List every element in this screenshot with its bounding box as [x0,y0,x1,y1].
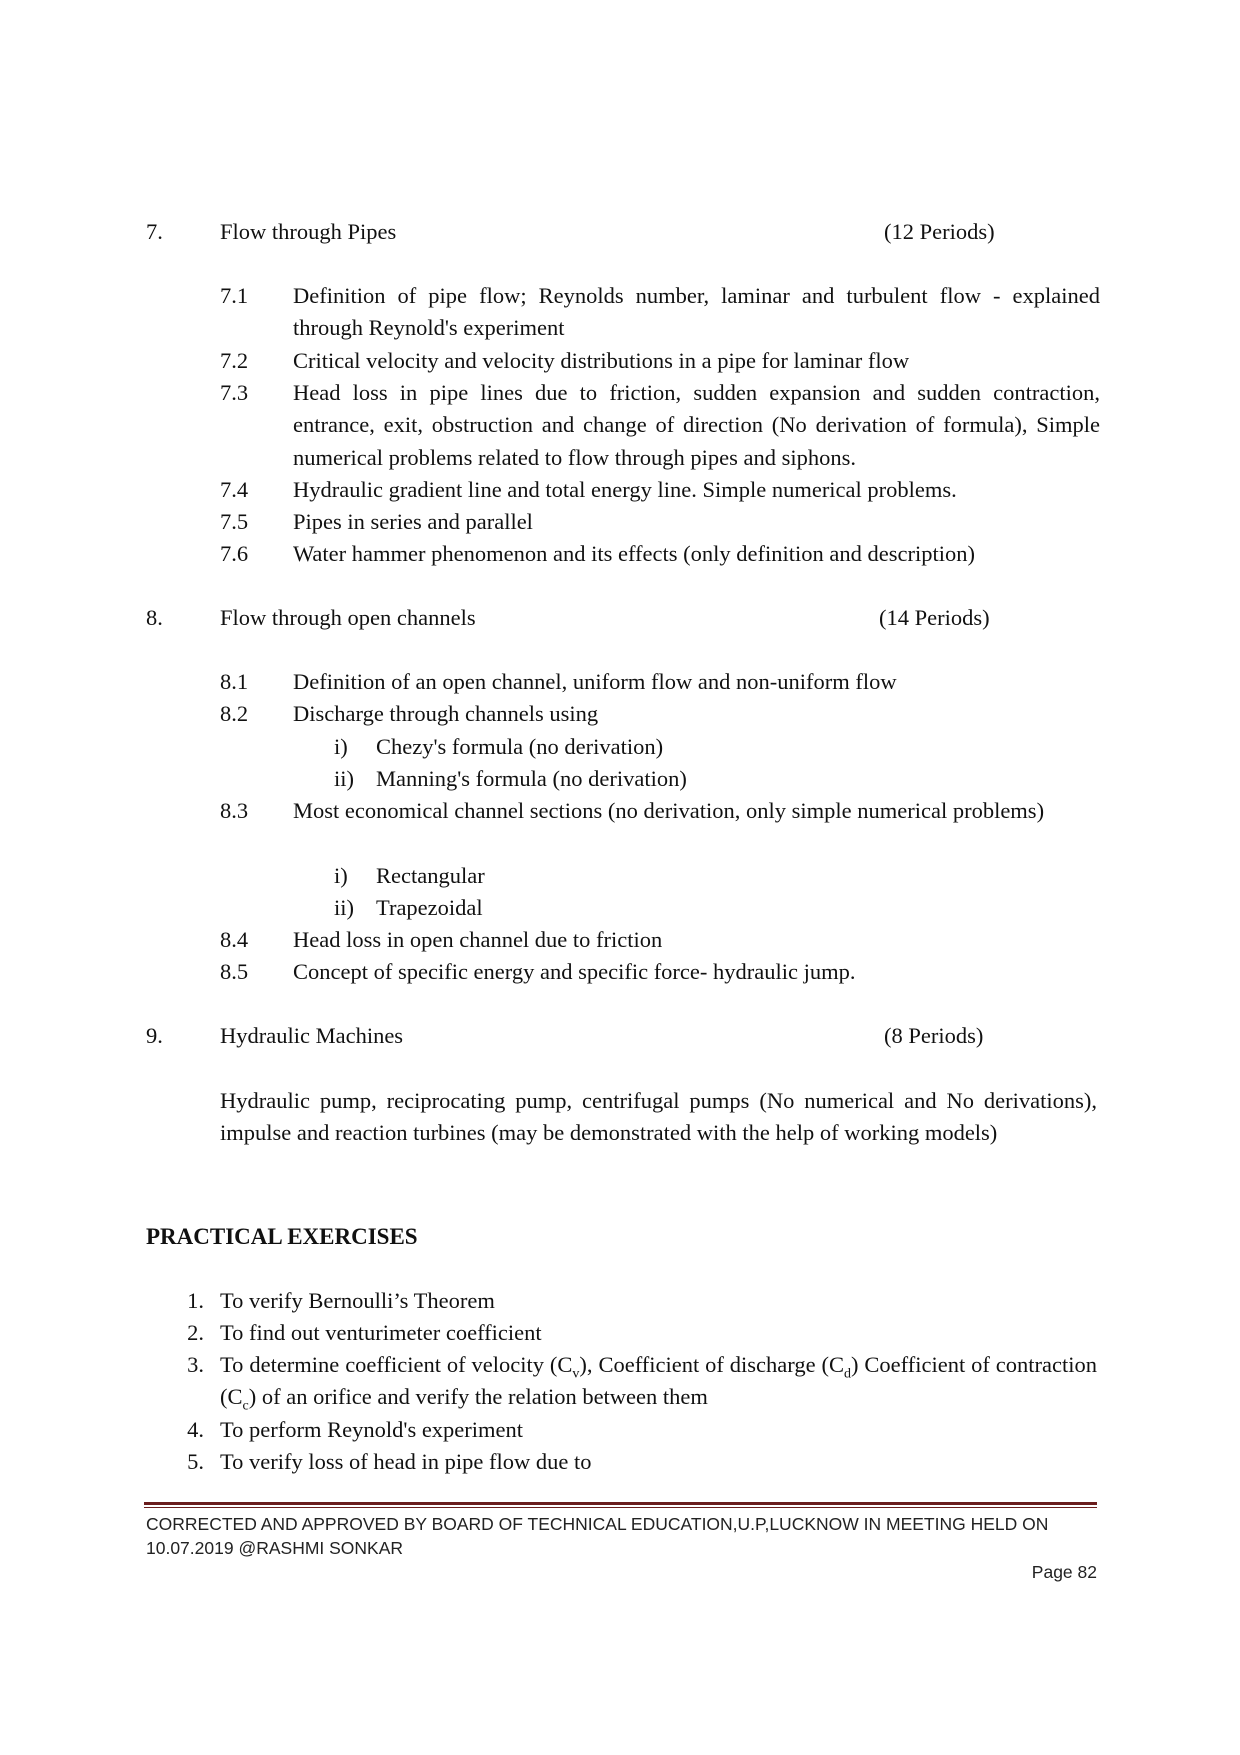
subtopic-8-4 [220,924,1100,956]
subtopic-8-2 [220,698,1100,730]
unit-number: 9. [146,1023,163,1048]
practical-item-1 [160,1285,1097,1317]
unit-periods: (14 Periods) [879,605,990,630]
unit-9-header [146,1020,1146,1052]
subtopic-number: 7.4 [220,477,249,502]
subitem-8-2-i [334,731,663,763]
practical-item-2 [160,1317,1097,1349]
subtopic-number: 7.5 [220,509,249,534]
subtopic-number: 8.1 [220,669,249,694]
practical-item-3 [160,1349,1097,1414]
subitem-number: i) [334,863,348,888]
unit-number: 8. [146,605,163,630]
practical-item-text: To find out venturimeter coefficient [220,1320,542,1345]
practical-item-text: To determine coefficient of velocity $(C_v)$, Coefficient of discharge $(C_d)$ Coefficient of contraction $(C_c)$ of an orifice and verify the relation between them [220,1352,1097,1414]
unit-7-header [146,216,1146,248]
practical-item-number: 2. [187,1320,204,1345]
subtopic-8-3 [220,795,1100,827]
page-number: Page 82 [1031,1562,1097,1582]
practical-item-text: To perform Reynold's experiment [220,1417,524,1442]
footer-line-2: 10.07.2019 @RASHMI SONKAR [146,1538,404,1558]
subtopic-number: 8.3 [220,798,249,823]
unit-title: Flow through Pipes [220,219,397,244]
unit-number: 7. [146,219,163,244]
subtopic-7-1 [220,280,1100,345]
subitem-text: Rectangular [376,863,485,888]
subtopic-text: Pipes in series and parallel [293,509,533,534]
subtopic-number: 8.2 [220,701,249,726]
practical-item-text: To verify loss of head in pipe flow due to [220,1449,592,1474]
subtopic-number: 7.6 [220,541,249,566]
subitem-text: Trapezoidal [376,895,483,920]
subtopic-text: Critical velocity and velocity distributions in a pipe for laminar flow [293,348,910,373]
subtopic-number: 7.1 [220,283,249,308]
practical-item-text: To verify Bernoulli’s Theorem [220,1288,495,1313]
subtopic-number: 7.3 [220,380,249,405]
subitem-text: Manning's formula (no derivation) [376,766,687,791]
subtopic-number: 8.5 [220,959,249,984]
practical-item-4 [160,1414,1097,1446]
subtopic-7-4 [220,474,1100,506]
practical-item-number: 1. [187,1288,204,1313]
subtopic-7-5 [220,506,1100,538]
footer-line-1: CORRECTED AND APPROVED BY BOARD OF TECHNICAL EDUCATION,U.P,LUCKNOW IN MEETING HELD ON [146,1514,1049,1534]
subtopic-7-2 [220,345,1100,377]
practical-item-number: 4. [187,1417,204,1442]
subtopic-text: Water hammer phenomenon and its effects (only definition and description) [293,541,975,566]
unit-title: Hydraulic Machines [220,1023,404,1048]
practical-item-number: 3. [187,1352,204,1377]
subtopic-8-1 [220,666,1100,698]
practical-item-number: 5. [187,1449,204,1474]
practical-item-5 [160,1446,1097,1478]
footer-rule-thin [144,1507,1097,1508]
unit-periods: (8 Periods) [884,1023,984,1048]
subtopic-7-3 [220,377,1100,474]
subtopic-text: Most economical channel sections (no derivation, only simple numerical problems) [293,798,1045,823]
unit-8-header [146,602,1146,634]
subtopic-7-6 [220,538,1100,570]
subitem-number: i) [334,734,348,759]
subtopic-number: 7.2 [220,348,249,373]
unit-periods: (12 Periods) [884,219,995,244]
subitem-text: Chezy's formula (no derivation) [376,734,664,759]
subitem-number: ii) [334,766,354,791]
unit-title: Flow through open channels [220,605,476,630]
footer-note [146,1512,1106,1560]
subtopic-text: Hydraulic gradient line and total energy line. Simple numerical problems. [293,477,957,502]
footer-rule-thick [144,1502,1097,1505]
subtopic-text: Definition of an open channel, uniform flow and non-uniform flow [293,669,897,694]
unit-9-description: Hydraulic pump, reciprocating pump, centrifugal pumps (No numerical and No derivations), impulse and reaction turbines (may be demonstrated with the help of working models) [220,1088,1097,1146]
subtopic-8-5 [220,956,1100,988]
subtopic-text: Head loss in pipe lines due to friction, sudden expansion and sudden contraction, entrance, exit, obstruction and change of direction (No derivation of formula), Simple numerical problems related to flow through pipes and siphons. [293,380,1100,470]
subtopic-number: 8.4 [220,927,249,952]
subtopic-text: Concept of specific energy and specific force- hydraulic jump. [293,959,856,984]
subitem-8-3-ii [334,892,483,924]
subitem-8-2-ii [334,763,687,795]
subitem-8-3-i [334,860,485,892]
subtopic-text: Definition of pipe flow; Reynolds number, laminar and turbulent flow - explained through Reynold's experiment [293,283,1100,341]
subtopic-text: Head loss in open channel due to friction [293,927,663,952]
subitem-number: ii) [334,895,354,920]
subtopic-text: Discharge through channels using [293,701,599,726]
practical-heading: PRACTICAL EXERCISES [146,1224,418,1249]
